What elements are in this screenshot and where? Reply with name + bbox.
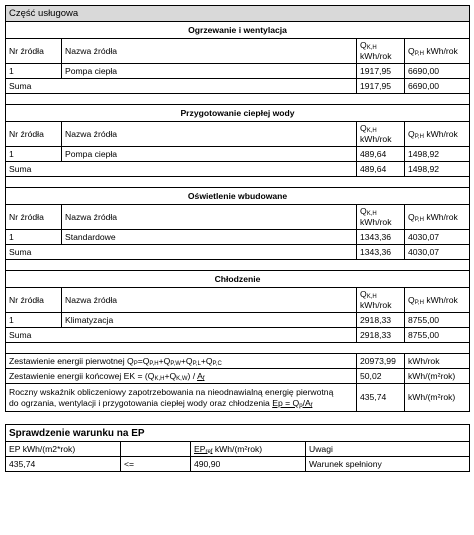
part-title: Część usługowa: [6, 6, 470, 22]
ep-head-ep: EP kWh/(m2*rok): [6, 442, 121, 457]
row-nr: 1: [6, 147, 62, 162]
col-qp: $Q_{P,H}$ kWh/rok: [405, 39, 470, 64]
sum-qk: 489,64: [357, 162, 405, 177]
table-row: [6, 230, 470, 245]
ep-head-remarks: Uwagi: [306, 442, 470, 457]
row-qk: 2918,33: [357, 313, 405, 328]
energy-table: [5, 5, 470, 412]
section-title-row: [6, 188, 470, 205]
section-title: Przygotowanie ciepłej wody: [6, 105, 470, 122]
col-nr: Nr źródła: [6, 205, 62, 230]
section-title: Ogrzewanie i wentylacja: [6, 22, 470, 39]
summary-ep-unit: kWh/(m²rok): [405, 384, 470, 412]
summary-ep-indicator: [6, 384, 470, 412]
column-header-row: [6, 205, 470, 230]
ep-check-title: Sprawdzenie warunku na EP: [6, 425, 470, 442]
sum-qp: 6690,00: [405, 79, 470, 94]
ep-check-table: [5, 424, 470, 472]
col-qp: $Q_{P,H}$ kWh/rok: [405, 288, 470, 313]
row-nr: 1: [6, 313, 62, 328]
table-row: [6, 313, 470, 328]
sum-qk: 2918,33: [357, 328, 405, 343]
row-qp: 1498,92: [405, 147, 470, 162]
col-qp: $Q_{P,H}$ kWh/rok: [405, 122, 470, 147]
col-qk: $Q_{K,H}$ kWh/rok: [357, 205, 405, 230]
row-qk: 1917,95: [357, 64, 405, 79]
sum-qp: 1498,92: [405, 162, 470, 177]
row-nr: 1: [6, 230, 62, 245]
col-qk: $Q_{K,H}$ kWh/rok: [357, 39, 405, 64]
row-name: Klimatyzacja: [62, 313, 357, 328]
sum-row: [6, 328, 470, 343]
sum-qp: 8755,00: [405, 328, 470, 343]
summary-final-value: 50,02: [357, 369, 405, 384]
ep-ref-value: 490,90: [191, 457, 306, 472]
column-header-row: [6, 288, 470, 313]
sum-label: Suma: [6, 79, 357, 94]
ep-operator: <=: [121, 457, 191, 472]
col-qp: $Q_{P,H}$ kWh/rok: [405, 205, 470, 230]
ep-head-epref: $EP_{ref}$ kWh/(m²rok): [191, 442, 306, 457]
column-header-row: [6, 122, 470, 147]
section-title-row: [6, 22, 470, 39]
col-nr: Nr źródła: [6, 122, 62, 147]
sum-label: Suma: [6, 162, 357, 177]
sum-row: [6, 79, 470, 94]
ep-remark: Warunek spełniony: [306, 457, 470, 472]
row-name: Standardowe: [62, 230, 357, 245]
col-name: Nazwa źródła: [62, 288, 357, 313]
summary-primary-unit: kWh/rok: [405, 354, 470, 369]
summary-gap: [6, 343, 470, 354]
row-qk: 489,64: [357, 147, 405, 162]
section-gap: [6, 94, 470, 105]
sum-row: [6, 162, 470, 177]
summary-primary-label: Zestawienie energii pierwotnej $Q_P=Q_{P,H}+Q_{P,W}+Q_{P,L}+Q_{P,C}$: [6, 354, 357, 369]
ep-value: 435,74: [6, 457, 121, 472]
section-title: Oświetlenie wbudowane: [6, 188, 470, 205]
row-qk: 1343,36: [357, 230, 405, 245]
sum-qk: 1917,95: [357, 79, 405, 94]
col-qk: $Q_{K,H}$ kWh/rok: [357, 122, 405, 147]
col-nr: Nr źródła: [6, 288, 62, 313]
energy-report: [5, 5, 469, 472]
row-name: Pompa ciepła: [62, 64, 357, 79]
summary-final-label: Zestawienie energii końcowej EK = $(Q_{K,H}+Q_{K,W}) / A_f$: [6, 369, 357, 384]
table-row: [6, 147, 470, 162]
section-gap: [6, 260, 470, 271]
section-title-row: [6, 105, 470, 122]
row-qp: 8755,00: [405, 313, 470, 328]
row-name: Pompa ciepła: [62, 147, 357, 162]
summary-ep-value: 435,74: [357, 384, 405, 412]
sum-row: [6, 245, 470, 260]
ep-head-blank: [121, 442, 191, 457]
section-gap: [6, 177, 470, 188]
row-qp: 6690,00: [405, 64, 470, 79]
table-row: [6, 64, 470, 79]
section-title-row: [6, 271, 470, 288]
sum-label: Suma: [6, 328, 357, 343]
col-name: Nazwa źródła: [62, 39, 357, 64]
summary-final-unit: kWh/(m²rok): [405, 369, 470, 384]
col-nr: Nr źródła: [6, 39, 62, 64]
sum-qk: 1343,36: [357, 245, 405, 260]
col-name: Nazwa źródła: [62, 122, 357, 147]
summary-primary-value: 20973,99: [357, 354, 405, 369]
sum-label: Suma: [6, 245, 357, 260]
sum-qp: 4030,07: [405, 245, 470, 260]
col-name: Nazwa źródła: [62, 205, 357, 230]
col-qk: $Q_{K,H}$ kWh/rok: [357, 288, 405, 313]
summary-ep-label: Roczny wskaźnik obliczeniowy zapotrzebowania na nieodnawialną energię pierwotną do ogrzania, wentylacji i przygotowania ciepłej wody oraz chłodzenia $Ep = Q_p/A_f$: [6, 384, 357, 412]
summary-primary-energy: [6, 354, 470, 369]
section-title: Chłodzenie: [6, 271, 470, 288]
row-nr: 1: [6, 64, 62, 79]
column-header-row: [6, 39, 470, 64]
row-qp: 4030,07: [405, 230, 470, 245]
summary-final-energy: [6, 369, 470, 384]
